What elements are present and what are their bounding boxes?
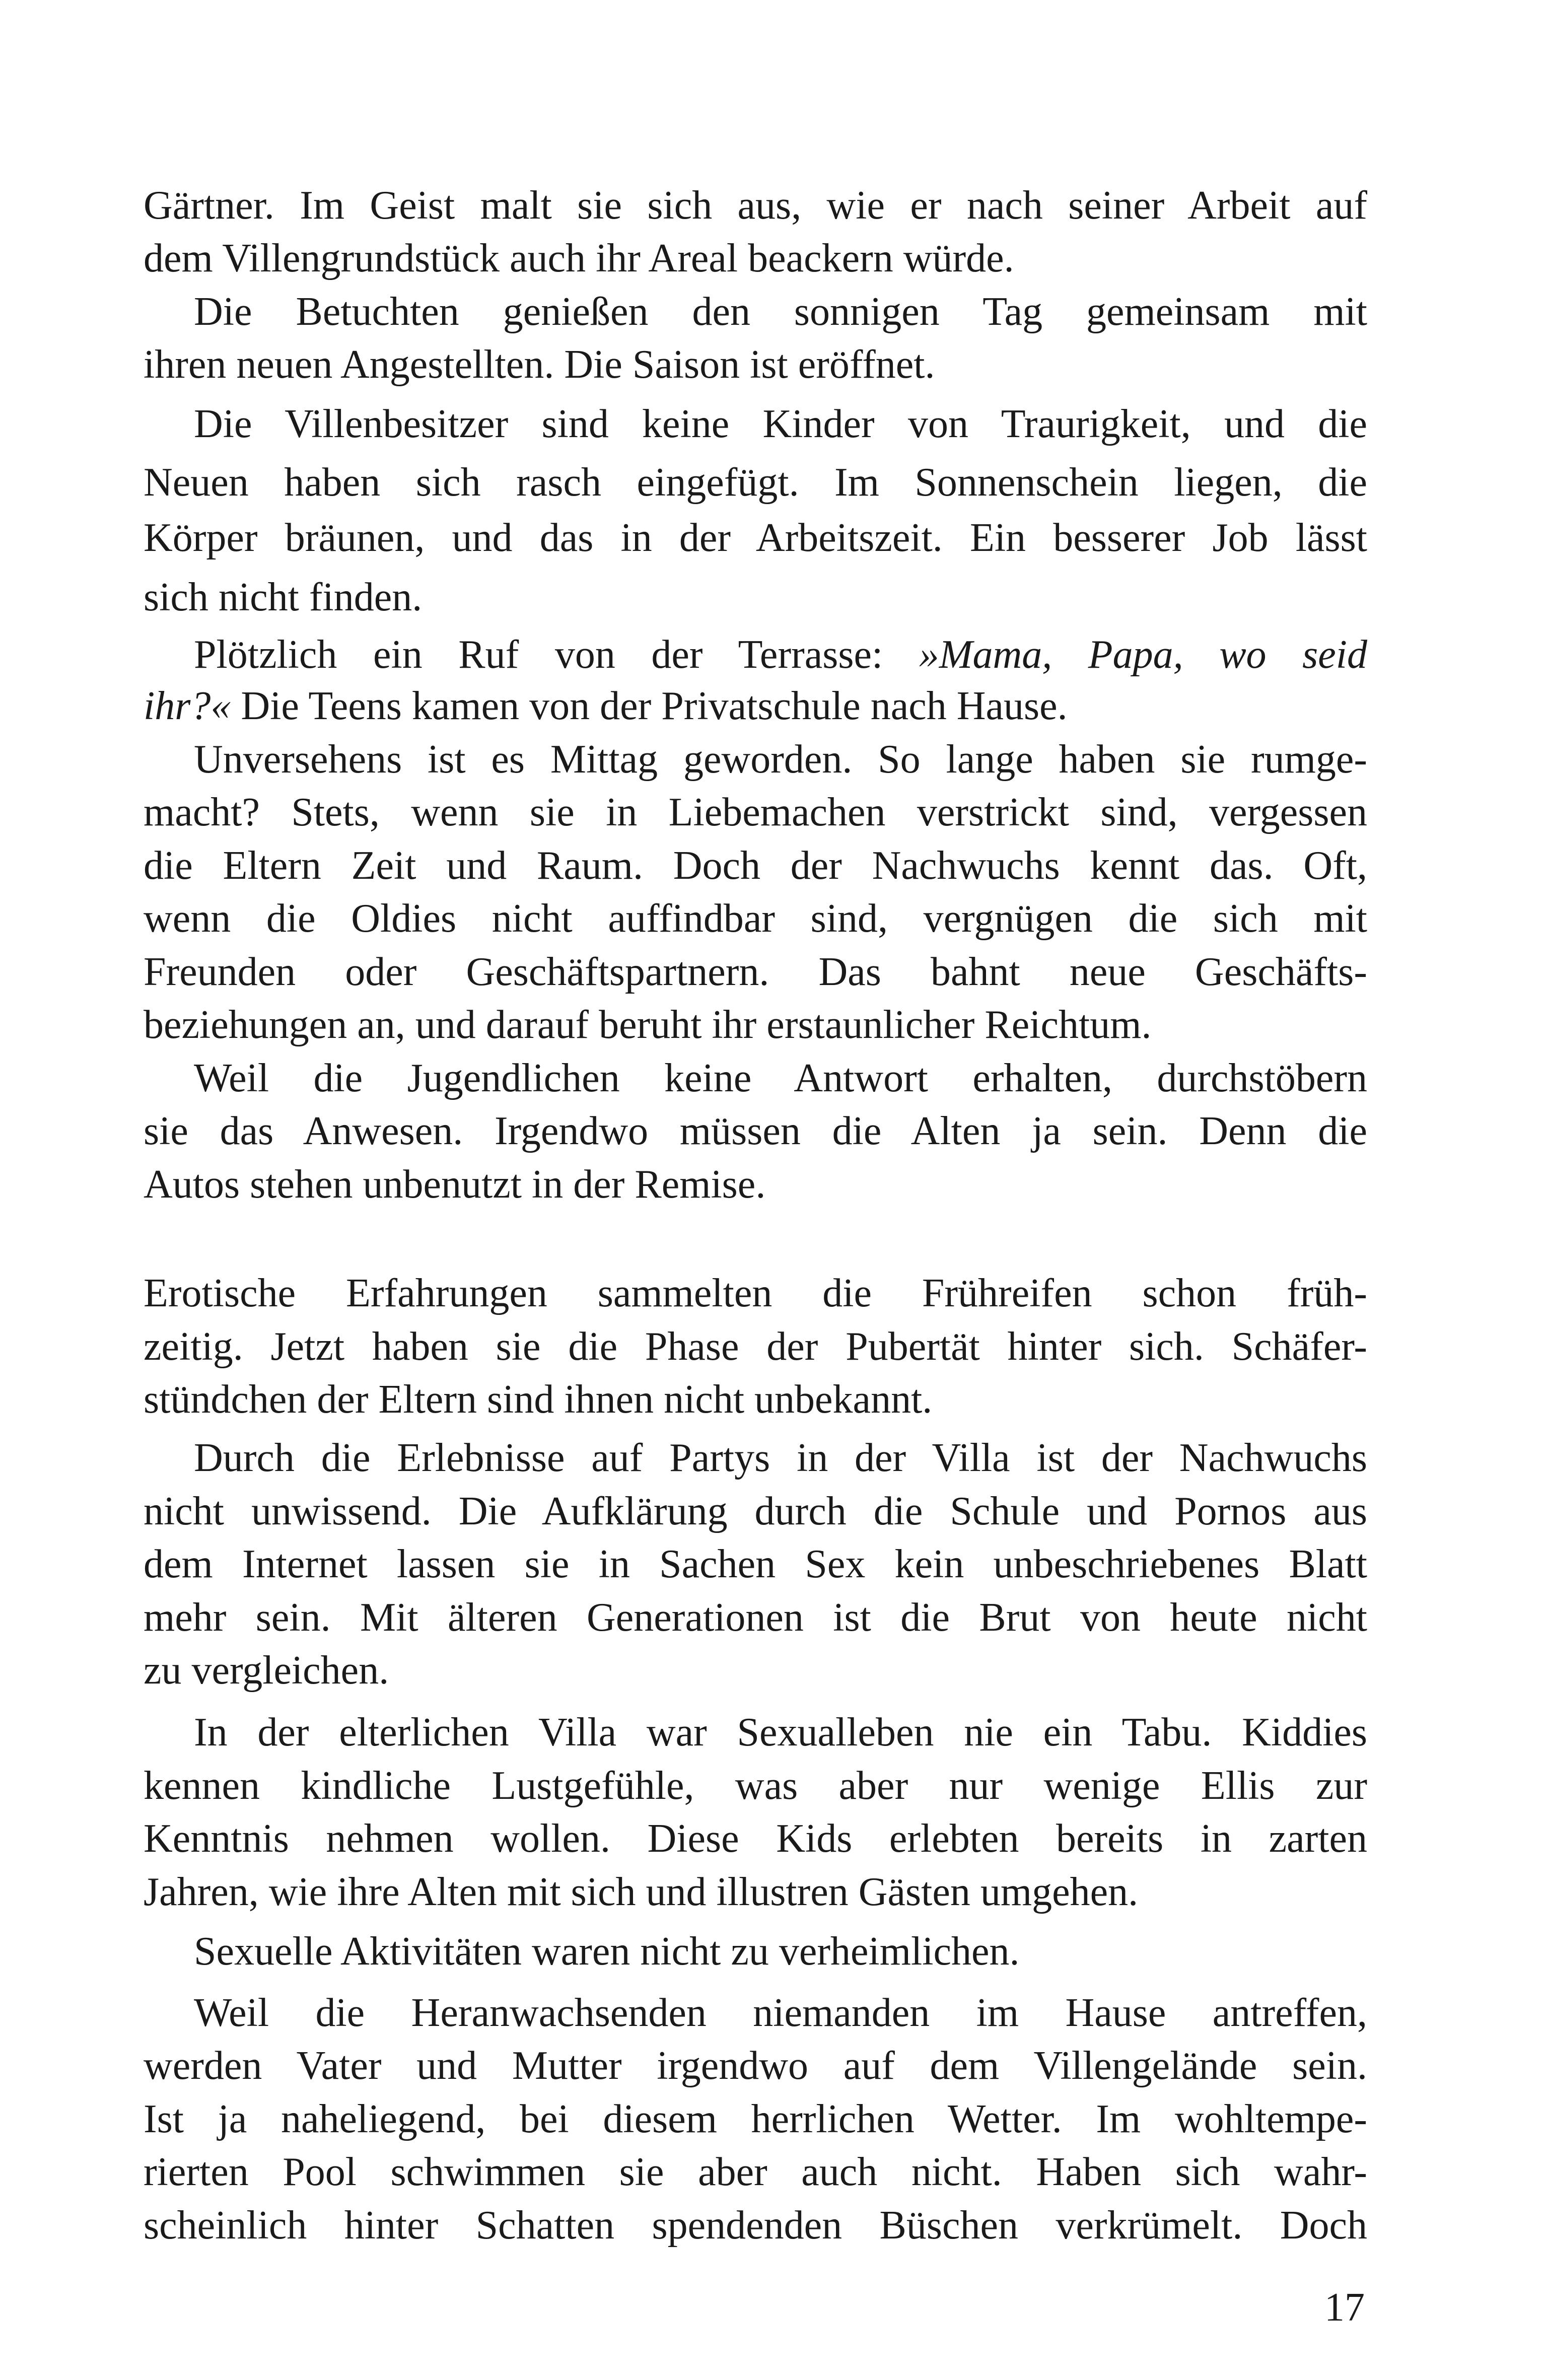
text-line: Ist ja naheliegend, bei diesem herrlichen Wetter. Im wohltempe-	[144, 2097, 1367, 2141]
text-line: zeitig. Jetzt haben sie die Phase der Pubertät hinter sich. Schäfer-	[144, 1324, 1367, 1369]
text-line: Kenntnis nehmen wollen. Diese Kids erlebten bereits in zarten	[144, 1816, 1367, 1861]
text-line: werden Vater und Mutter irgendwo auf dem Villengelände sein.	[144, 2044, 1367, 2088]
text-line: Gärtner. Im Geist malt sie sich aus, wie er nach seiner Arbeit auf	[144, 183, 1367, 228]
text-line	[144, 681, 1367, 731]
text-line: Weil die Jugendlichen keine Antwort erhalten, durchstöbern	[194, 1056, 1367, 1100]
line-text: Die Teens kamen von der Privatschule nach Hause.	[241, 684, 1068, 728]
text-line: Die Betuchten genießen den sonnigen Tag gemeinsam mit	[194, 290, 1367, 334]
text-line: dem Internet lassen sie in Sachen Sex kein unbeschriebenes Blatt	[144, 1542, 1367, 1586]
text-line: scheinlich hinter Schatten spendenden Büschen verkrümelt. Doch	[144, 2203, 1367, 2248]
text-line: Die Villenbesitzer sind keine Kinder von Traurigkeit, und die	[194, 402, 1367, 446]
text-line: Freunden oder Geschäftspartnern. Das bahnt neue Geschäfts-	[144, 950, 1367, 994]
text-line: Erotische Erfahrungen sammelten die Frühreifen schon früh-	[144, 1271, 1367, 1315]
text-line: Sexuelle Aktivitäten waren nicht zu verheimlichen.	[194, 1929, 1020, 1974]
text-line: Autos stehen unbenutzt in der Remise.	[144, 1162, 766, 1207]
text-line: sie das Anwesen. Irgendwo müssen die Alten ja sein. Denn die	[144, 1109, 1367, 1153]
text-line: Neuen haben sich rasch eingefügt. Im Sonnenschein liegen, die	[144, 460, 1367, 505]
text-line: dem Villengrundstück auch ihr Areal beackern würde.	[144, 236, 1014, 281]
text-line: Jahren, wie ihre Alten mit sich und illustren Gästen umgehen.	[144, 1870, 1139, 1914]
page-number: 17	[1324, 2285, 1365, 2330]
text-line: ihren neuen Angestellten. Die Saison ist eröffnet.	[144, 342, 935, 387]
text-line: mehr sein. Mit älteren Generationen ist die Brut von heute nicht	[144, 1595, 1367, 1640]
text-line: wenn die Oldies nicht auffindbar sind, vergnügen die sich mit	[144, 896, 1367, 941]
text-line	[194, 629, 1367, 680]
text-line: stündchen der Eltern sind ihnen nicht unbekannt.	[144, 1377, 933, 1422]
text-line: Durch die Erlebnisse auf Partys in der Villa ist der Nachwuchs	[194, 1436, 1367, 1480]
text-line: nicht unwissend. Die Aufklärung durch die Schule und Pornos aus	[144, 1489, 1367, 1533]
text-line: sich nicht finden.	[144, 575, 423, 619]
text-line: Unversehens ist es Mittag geworden. So lange haben sie rumge-	[194, 737, 1367, 782]
text-line: Körper bräunen, und das in der Arbeitszeit. Ein besserer Job lässt	[144, 516, 1367, 560]
text-line: beziehungen an, und darauf beruht ihr erstaunlicher Reichtum.	[144, 1003, 1152, 1047]
text-line: die Eltern Zeit und Raum. Doch der Nachwuchs kennt das. Oft,	[144, 844, 1367, 888]
text-line: Weil die Heranwachsenden niemanden im Hause antreffen,	[194, 1991, 1367, 2035]
text-line: zu vergleichen.	[144, 1648, 389, 1693]
text-line: rierten Pool schwimmen sie aber auch nicht. Haben sich wahr-	[144, 2150, 1367, 2194]
line-text: Plötzlich ein Ruf von der Terrasse:	[194, 633, 883, 677]
line-text-italic: ihr?«	[144, 684, 231, 728]
text-line: macht? Stets, wenn sie in Liebemachen verstrickt sind, vergessen	[144, 790, 1367, 834]
text-line: kennen kindliche Lustgefühle, was aber nur wenige Ellis zur	[144, 1764, 1367, 1808]
text-line: In der elterlichen Villa war Sexualleben nie ein Tabu. Kiddies	[194, 1710, 1367, 1755]
line-text-italic: »Mama, Papa, wo seid	[919, 633, 1367, 677]
